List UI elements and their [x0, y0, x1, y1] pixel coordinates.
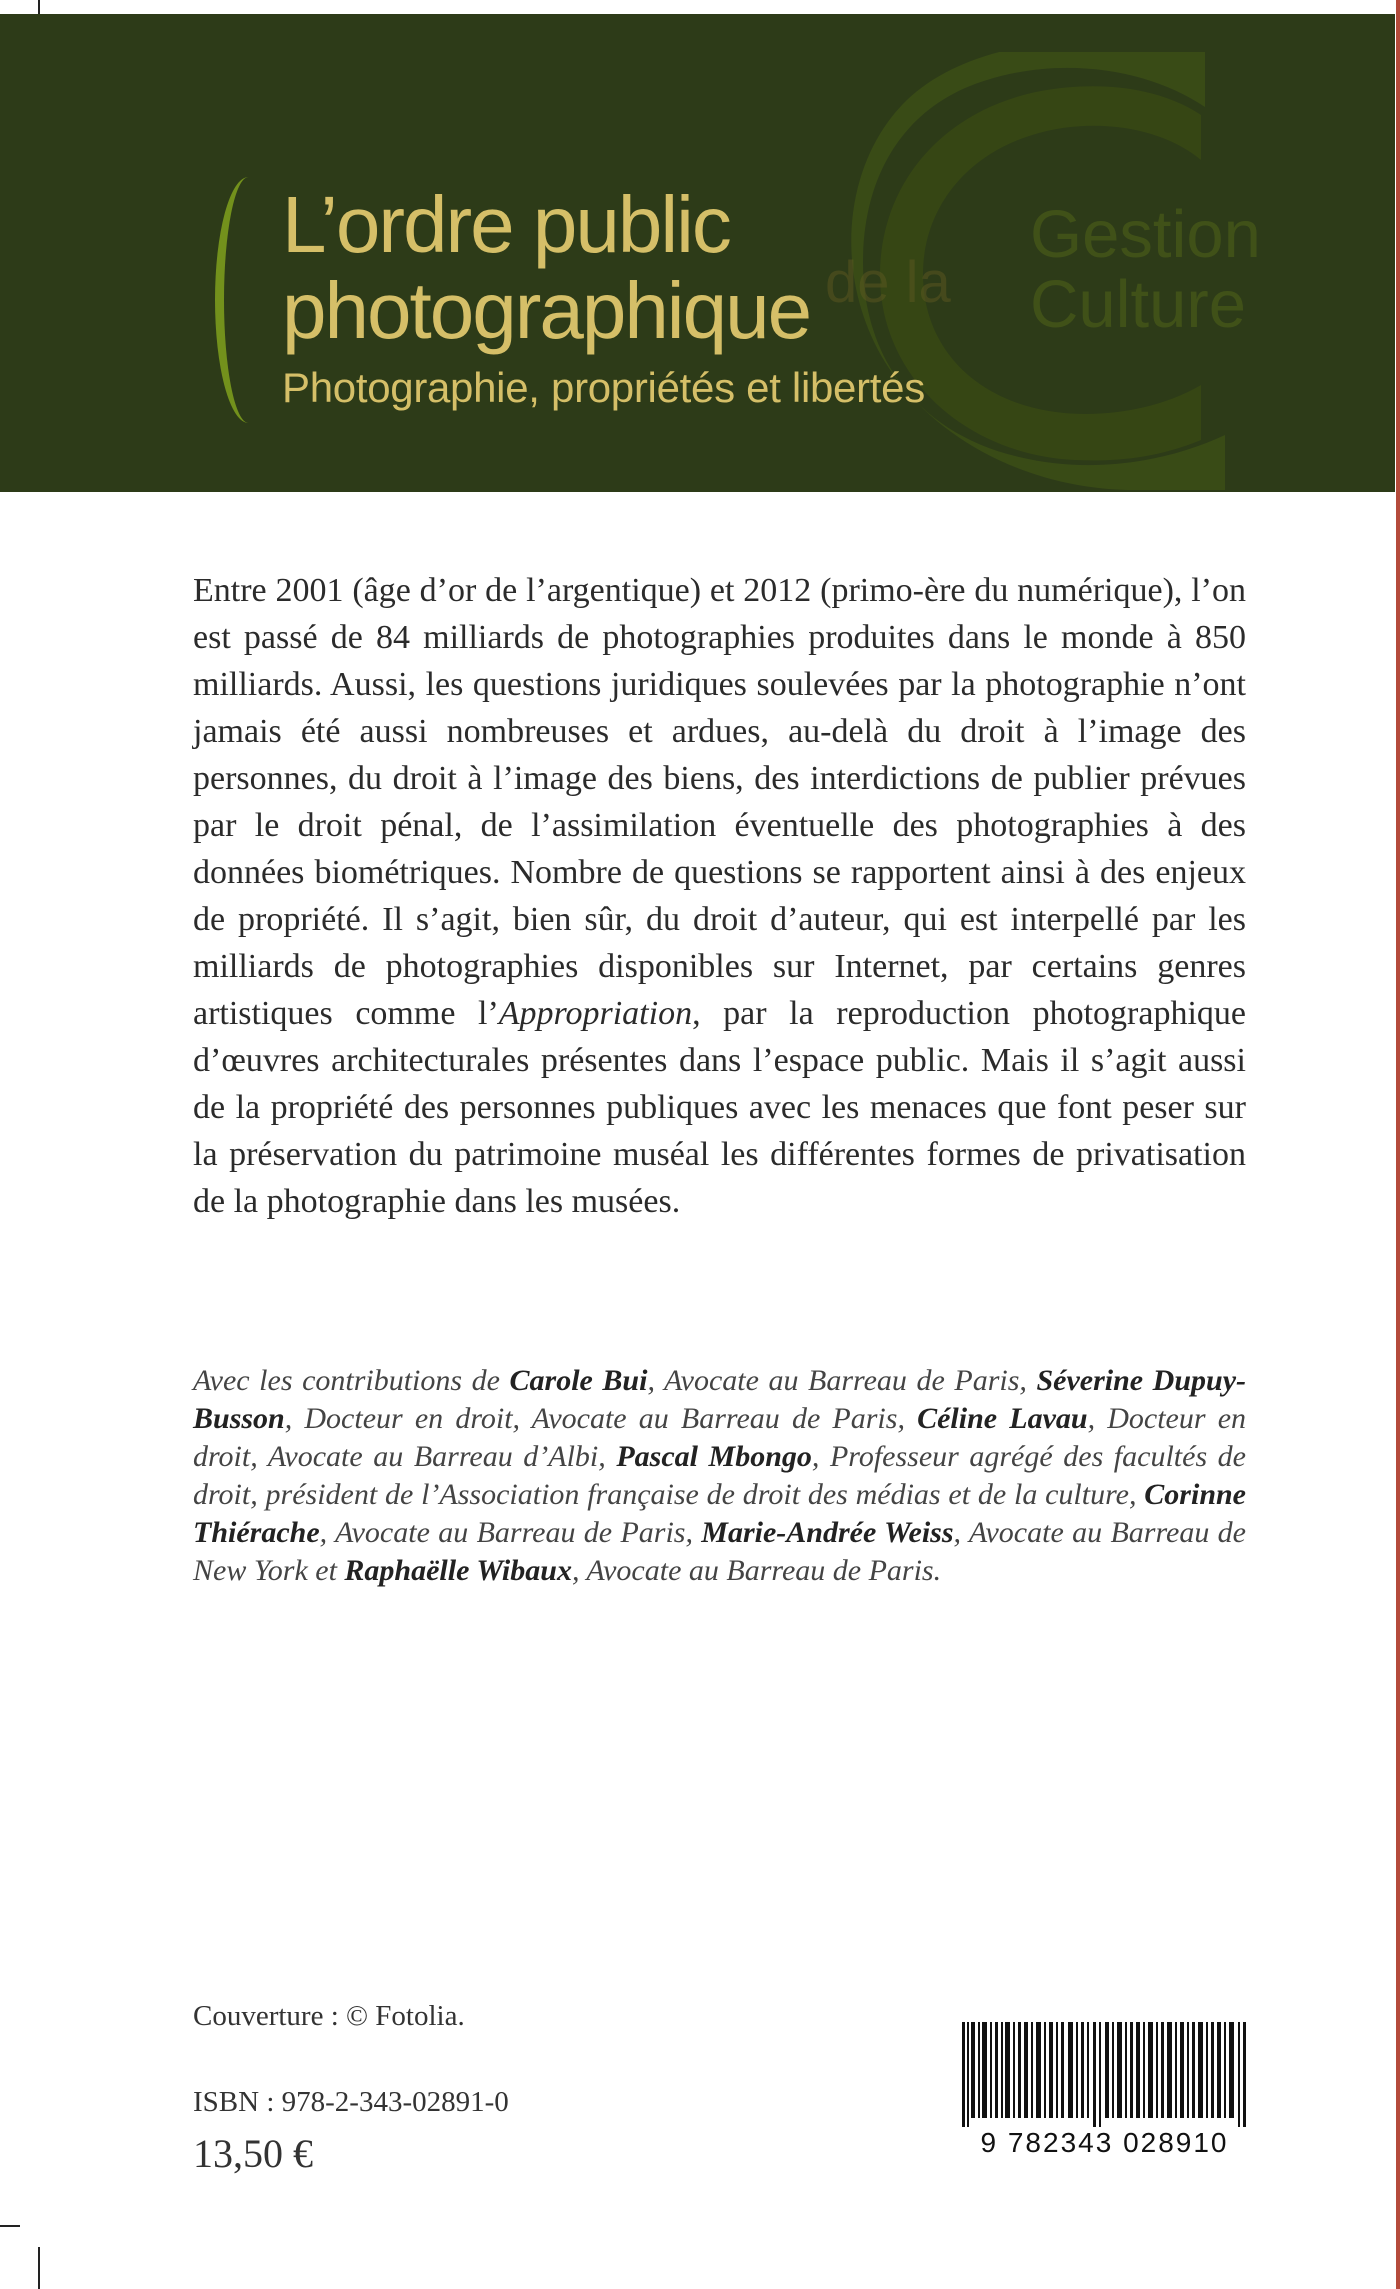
book-subtitle: Photographie, propriétés et libertés	[282, 364, 925, 411]
contributor-role: , Avocate au Barreau de Paris	[571, 1554, 934, 1587]
green-bracket-graphic	[215, 177, 282, 423]
barcode-number: 9 782343 028910	[962, 2127, 1247, 2159]
contributor-name: Céline Lavau	[917, 1402, 1088, 1435]
contributor-role: , Avocate au Barreau de Paris	[319, 1516, 686, 1549]
price: 13,50 €	[193, 2131, 313, 2176]
series-small-word: de la	[825, 250, 951, 315]
series-word-gestion: Gestion	[1030, 197, 1261, 272]
contributors-paragraph: Avec les contributions de Carole Bui, Avocate au Barreau de Paris, Séverine Dupuy-Busson, Docteur en droit, Avocate au Barreau de Paris, Céline Lavau, Docteur en droit, Avocate au Barreau d’Albi, Pascal Mbongo, Professeur agrégé des facultés de droit, président de l’Association française de droit des médias et de la culture, Corinne Thiérache, Avocate au Barreau de Paris, Marie-Andrée Weiss, Avocate au Barreau de New York et Raphaëlle Wibaux, Avocate au Barreau de Paris.	[193, 1364, 1247, 1587]
contributor-name: Marie-Andrée Weiss	[701, 1516, 954, 1549]
series-word-culture: Culture	[1030, 267, 1246, 342]
book-description	[193, 567, 1246, 1225]
description-paragraph: Entre 2001 (âge d’or de l’argentique) et 2012 (primo-ère du numérique), l’on est passé de 84 milliards de photographies produites dans le monde à 850 milliards. Aussi, les questions juridiques soulevées par la photographie n’ont jamais été aussi nombreuses et ardues, au-delà du droit à l’image des personnes, du droit à l’image des biens, des interdictions de publier prévues par le droit pénal, de l’assimilation éventuelle des photographies à des données biométriques. Nombre de questions se rapportent ainsi à des enjeux de propriété. Il s’agit, bien sûr, du droit d’auteur, qui est interpellé par les milliards de photographies disponibles sur Internet, par certains genres artistiques comme l’Appropriation, par la reproduction photographique d’œuvres architecturales présentes dans l’espace public. Mais il s’agit aussi de la propriété des personnes publiques avec les menaces que font peser sur la préservation du patrimoine muséal les différentes formes de privatisation de la photographie dans les musées.	[193, 572, 1246, 1220]
cover-credit: Couverture : © Fotolia.	[193, 2000, 465, 2032]
contributor-name: Raphaëlle Wibaux	[344, 1554, 572, 1587]
contributor-role: , Docteur en droit, Avocate au Barreau de Paris	[284, 1402, 898, 1435]
cover-header-band	[0, 14, 1395, 492]
book-title-line-1: L’ordre public	[282, 180, 730, 269]
contributor-role: , Professeur agrégé des facultés de droit, président de l’Association française de droit des médias et de la culture	[193, 1440, 1246, 1511]
contributor-name: Pascal Mbongo	[616, 1440, 812, 1473]
contributor-name: Corinne Thiérache	[193, 1478, 1247, 1549]
isbn-text: ISBN : 978-2-343-02891-0	[193, 2086, 509, 2118]
right-edge-strip	[1396, 0, 1400, 2289]
crop-mark-bottom-left-vertical	[38, 2247, 40, 2289]
contributor-name: Carole Bui	[509, 1364, 648, 1397]
contributor-name: Séverine Dupuy-Busson	[193, 1364, 1246, 1435]
crop-mark-bottom-left-horizontal	[0, 2225, 20, 2227]
book-title-line-2: photographique	[282, 266, 811, 355]
contributors-note	[193, 1362, 1246, 1590]
contributor-role: , Avocate au Barreau de Paris	[647, 1364, 1020, 1397]
appropriation-term: Appropriation	[498, 995, 693, 1032]
contributor-role: , Avocate au Barreau de New York	[193, 1516, 1246, 1587]
contributor-role: , Docteur en droit, Avocate au Barreau d’Albi	[193, 1402, 1247, 1473]
